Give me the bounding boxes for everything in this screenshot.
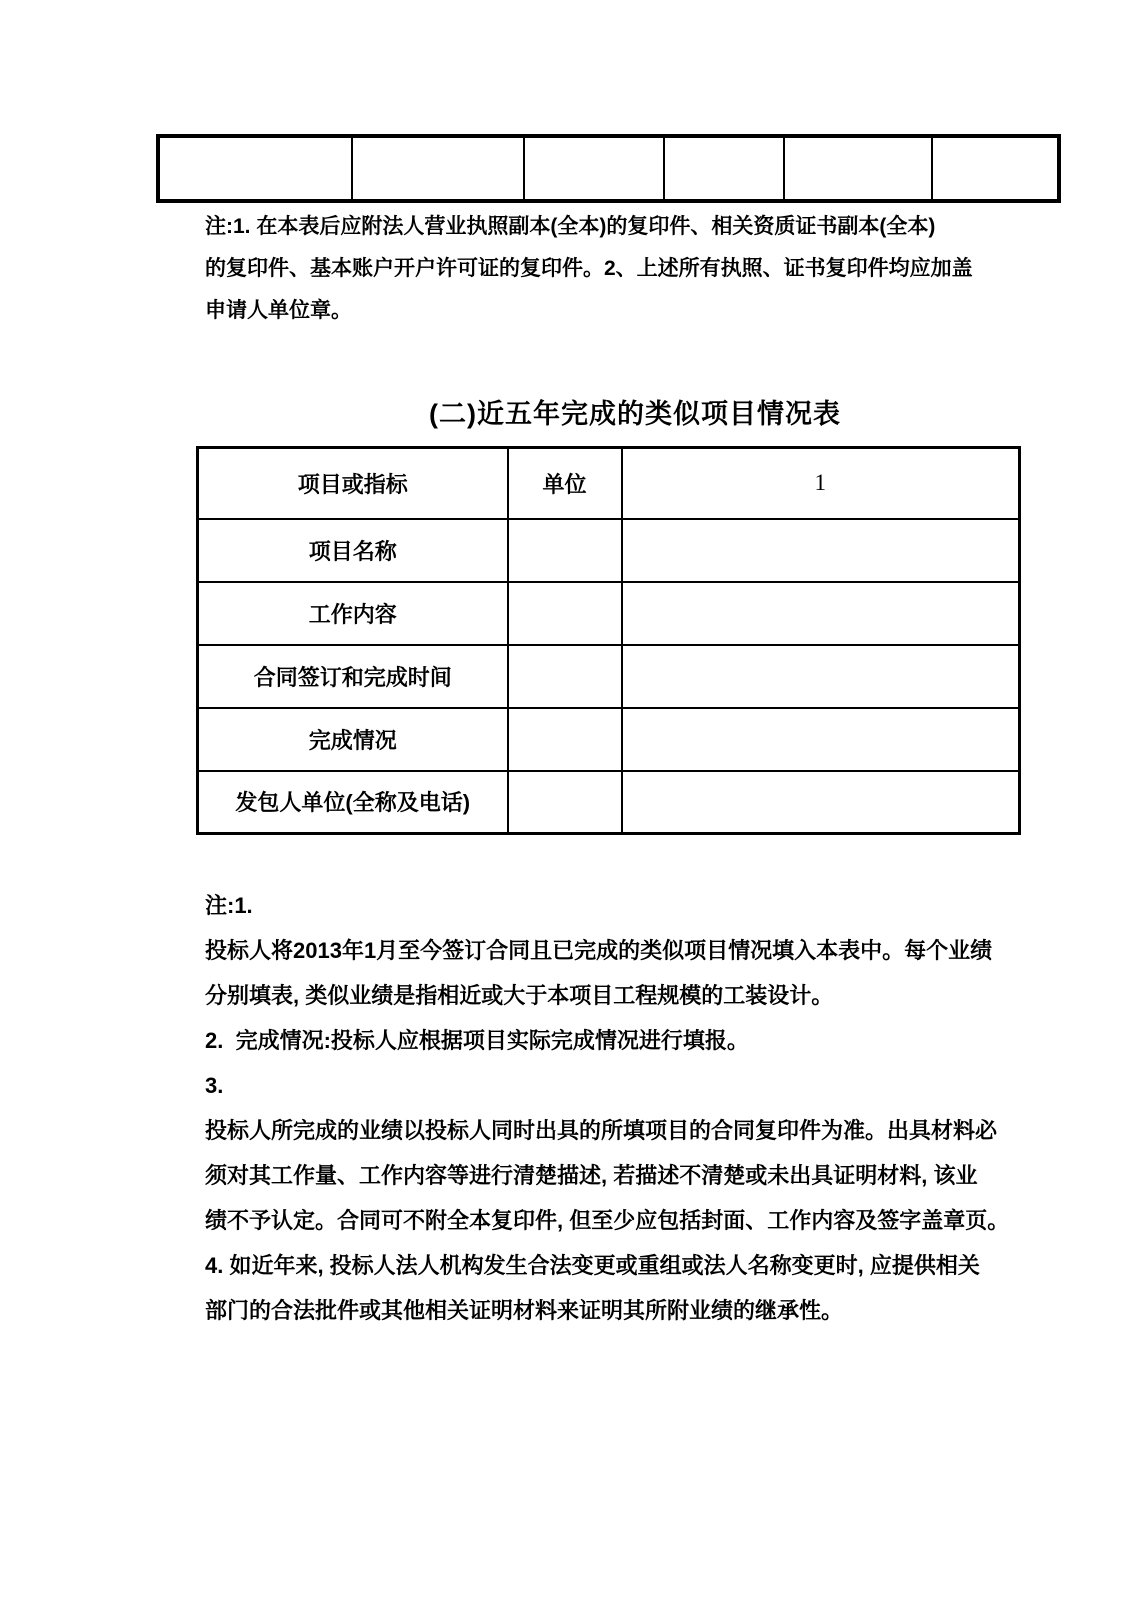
value-cell [622, 708, 1020, 771]
header-column-number: 1 [622, 448, 1020, 519]
table-row [158, 136, 1059, 201]
value-cell [622, 519, 1020, 582]
empty-cell [158, 136, 352, 201]
table-row [198, 582, 1020, 645]
table-row [198, 771, 1020, 834]
note-line: 投标人所完成的业绩以投标人同时出具的所填项目的合同复印件为准。出具材料必 [205, 1118, 998, 1143]
note-line: 投标人将2013年1月至今签订合同且已完成的类似项目情况填入本表中。每个业绩 [205, 938, 993, 963]
row-label-completion-status: 完成情况 [198, 708, 508, 771]
unit-cell [508, 708, 622, 771]
note-line: 的复印件、基本账户开户许可证的复印件。2、上述所有执照、证书复印件均应加盖 [205, 257, 973, 280]
table-row [198, 645, 1020, 708]
table-row [198, 708, 1020, 771]
unit-cell [508, 582, 622, 645]
note-line: 绩不予认定。合同可不附全本复印件, 但至少应包括封面、工作内容及签字盖章页。 [205, 1208, 1010, 1233]
note-line: 2. 完成情况:投标人应根据项目实际完成情况进行填报。 [205, 1028, 749, 1053]
section-title: (二)近五年完成的类似项目情况表 [429, 399, 841, 429]
row-label-work-content: 工作内容 [198, 582, 508, 645]
license-attachment-note [205, 206, 1020, 332]
unit-cell [508, 771, 622, 834]
value-cell [622, 771, 1020, 834]
note-line: 须对其工作量、工作内容等进行清楚描述, 若描述不清楚或未出具证明材料, 该业 [205, 1163, 978, 1188]
note-line: 4. 如近年来, 投标人法人机构发生合法变更或重组或法人名称变更时, 应提供相关 [205, 1253, 980, 1278]
header-unit: 单位 [508, 448, 622, 519]
note-line: 申请人单位章。 [205, 299, 352, 322]
empty-cell [352, 136, 524, 201]
table-row [198, 519, 1020, 582]
table-header-row [198, 448, 1020, 519]
row-label-employer-unit: 发包人单位(全称及电话) [198, 771, 508, 834]
note-line: 部门的合法批件或其他相关证明材料来证明其所附业绩的继承性。 [205, 1298, 844, 1323]
row-label-project-name: 项目名称 [198, 519, 508, 582]
unit-cell [508, 519, 622, 582]
note-line: 分别填表, 类似业绩是指相近或大于本项目工程规模的工装设计。 [205, 983, 834, 1008]
empty-cell [524, 136, 664, 201]
empty-cell [784, 136, 932, 201]
row-label-contract-dates: 合同签订和完成时间 [198, 645, 508, 708]
note-line: 注:1. [205, 893, 253, 918]
value-cell [622, 645, 1020, 708]
note-line: 注:1. 在本表后应附法人营业执照副本(全本)的复印件、相关资质证书副本(全本) [205, 215, 936, 238]
value-cell [622, 582, 1020, 645]
header-item-or-indicator: 项目或指标 [198, 448, 508, 519]
empty-cell [664, 136, 784, 201]
empty-cell [932, 136, 1059, 201]
continuation-table [156, 134, 1061, 203]
table-notes [205, 883, 1023, 1333]
similar-projects-table [196, 446, 1021, 835]
unit-cell [508, 645, 622, 708]
note-line: 3. [205, 1073, 224, 1098]
